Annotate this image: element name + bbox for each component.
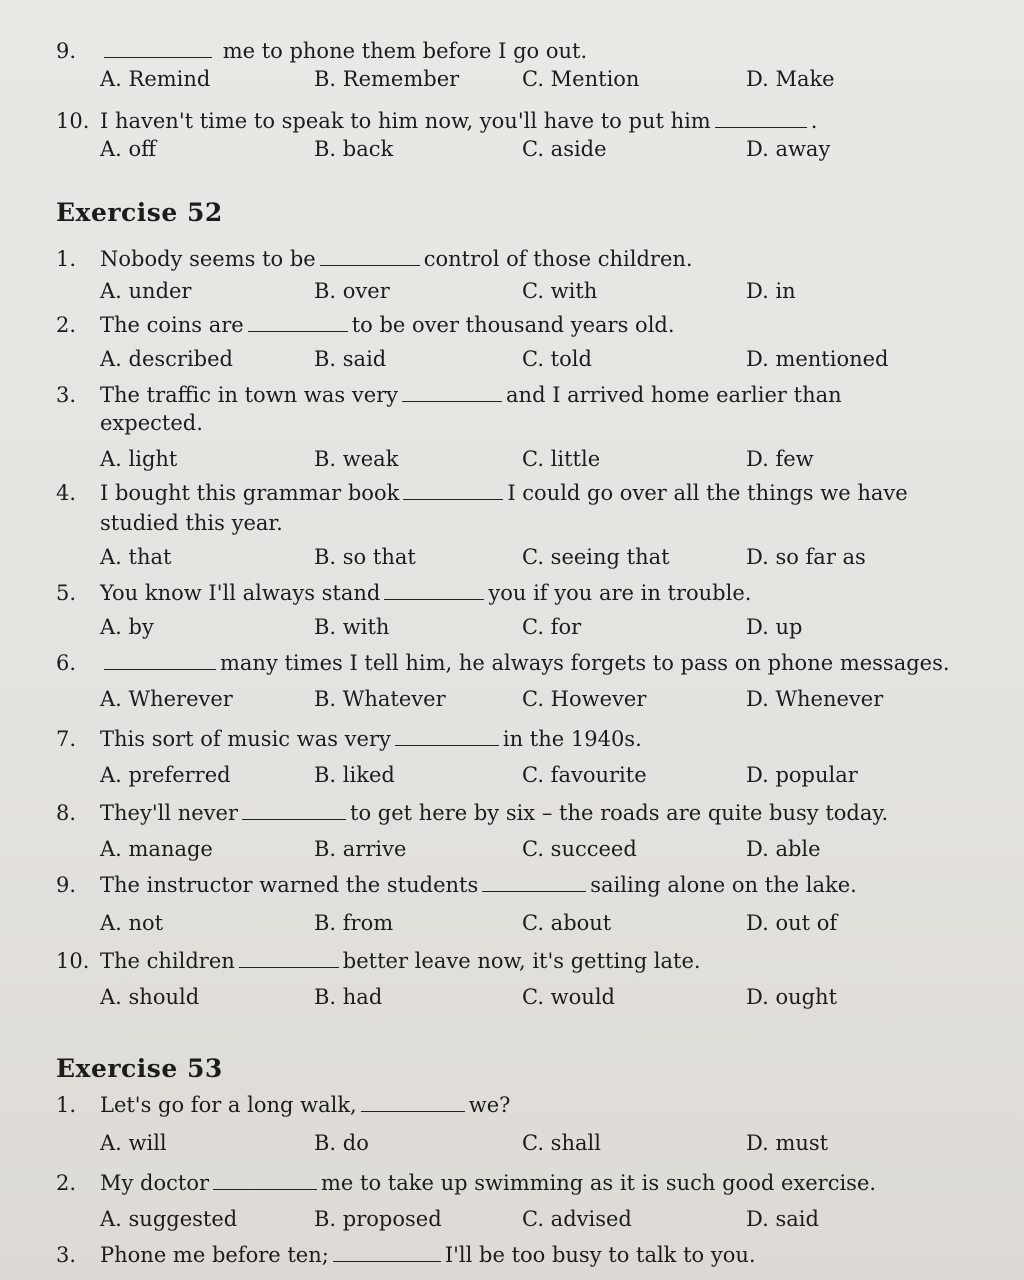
- question-text-after: I could go over all the things we have: [507, 481, 908, 505]
- answer-options: [100, 684, 960, 714]
- question-number: 2.: [56, 1171, 77, 1195]
- option-c: C. with: [522, 279, 598, 303]
- option-b: B. Whatever: [314, 687, 446, 711]
- option-b: B. weak: [314, 447, 399, 471]
- question-text-after: in the 1940s.: [502, 727, 642, 751]
- question-item: [56, 106, 966, 136]
- option-d: D. so far as: [746, 545, 866, 569]
- option-a: A. suggested: [100, 1207, 238, 1231]
- option-d: D. mentioned: [746, 347, 889, 371]
- answer-blank: [361, 1091, 465, 1112]
- answer-options: [100, 908, 960, 938]
- answer-options: [100, 982, 960, 1012]
- question-text-before: Phone me before ten;: [100, 1243, 329, 1267]
- question-item: [56, 870, 966, 900]
- answer-options: [100, 1204, 960, 1234]
- question-item: [56, 36, 966, 66]
- question-number: 8.: [56, 801, 77, 825]
- answer-blank: [320, 245, 420, 266]
- answer-options: [100, 134, 960, 164]
- answer-blank: [104, 649, 216, 670]
- question-number: 5.: [56, 581, 77, 605]
- option-d: D. away: [746, 137, 831, 161]
- question-text-before: This sort of music was very: [100, 727, 391, 751]
- option-b: B. arrive: [314, 837, 407, 861]
- option-c: C. told: [522, 347, 592, 371]
- question-text-before: Let's go for a long walk,: [100, 1093, 357, 1117]
- option-c: C. little: [522, 447, 601, 471]
- exercise-title: Exercise 53: [56, 1054, 223, 1083]
- question-text-before: I bought this grammar book: [100, 481, 400, 505]
- option-b: B. liked: [314, 763, 395, 787]
- option-b: B. Remember: [314, 67, 460, 91]
- question-text-after: .: [810, 109, 818, 133]
- question-item: [56, 1168, 966, 1198]
- question-text-before: The coins are: [100, 313, 244, 337]
- question-text-before: The children: [100, 949, 235, 973]
- question-text-after: sailing alone on the lake.: [590, 873, 857, 897]
- question-item: [56, 946, 966, 976]
- question-text-before: The traffic in town was very: [100, 383, 399, 407]
- option-d: D. out of: [746, 911, 838, 935]
- question-text-continued: studied this year.: [100, 511, 283, 535]
- answer-blank: [213, 1169, 317, 1190]
- question-item: [56, 310, 966, 340]
- question-text-after: we?: [468, 1093, 511, 1117]
- option-d: D. few: [746, 447, 814, 471]
- question-number: 10.: [56, 949, 90, 973]
- question-text-before: Nobody seems to be: [100, 247, 316, 271]
- question-number: 3.: [56, 1243, 77, 1267]
- option-a: A. should: [100, 985, 200, 1009]
- question-text-after: control of those children.: [423, 247, 693, 271]
- option-d: D. popular: [746, 763, 858, 787]
- question-item: [56, 1090, 966, 1120]
- question-number: 9.: [56, 873, 77, 897]
- question-text-after: I'll be too busy to talk to you.: [444, 1243, 756, 1267]
- option-c: C. favourite: [522, 763, 647, 787]
- answer-options: [100, 542, 960, 572]
- question-text-continued: expected.: [100, 411, 203, 435]
- question-number: 3.: [56, 383, 77, 407]
- option-b: B. proposed: [314, 1207, 442, 1231]
- option-d: D. Whenever: [746, 687, 884, 711]
- option-c: C. about: [522, 911, 612, 935]
- question-item: [56, 578, 966, 608]
- question-text-after: to be over thousand years old.: [351, 313, 675, 337]
- question-item: [56, 478, 966, 535]
- option-c: C. advised: [522, 1207, 632, 1231]
- question-number: 1.: [56, 247, 77, 271]
- answer-options: [100, 760, 960, 790]
- question-text-before: They'll never: [100, 801, 238, 825]
- option-c: C. seeing that: [522, 545, 670, 569]
- answer-blank: [384, 579, 484, 600]
- question-number: 2.: [56, 313, 77, 337]
- question-text-before: My doctor: [100, 1171, 210, 1195]
- question-text-before: I haven't time to speak to him now, you'll have to put him: [100, 109, 711, 133]
- answer-blank: [402, 381, 502, 402]
- option-d: D. in: [746, 279, 796, 303]
- option-b: B. with: [314, 615, 390, 639]
- answer-blank: [242, 799, 346, 820]
- question-text-after: me to take up swimming as it is such good exercise.: [321, 1171, 877, 1195]
- answer-options: [100, 834, 960, 864]
- option-d: D. ought: [746, 985, 838, 1009]
- question-number: 10.: [56, 109, 90, 133]
- answer-options: [100, 276, 960, 306]
- option-a: A. manage: [100, 837, 213, 861]
- option-a: A. will: [100, 1131, 167, 1155]
- option-d: D. said: [746, 1207, 819, 1231]
- option-d: D. must: [746, 1131, 829, 1155]
- option-a: A. under: [100, 279, 192, 303]
- option-b: B. from: [314, 911, 394, 935]
- option-b: B. said: [314, 347, 387, 371]
- option-b: B. so that: [314, 545, 416, 569]
- answer-blank: [104, 37, 212, 58]
- question-item: [56, 244, 966, 274]
- question-text-after: many times I tell him, he always forgets to pass on phone messages.: [220, 651, 950, 675]
- question-text-after: to get here by six – the roads are quite busy today.: [350, 801, 889, 825]
- option-b: B. do: [314, 1131, 369, 1155]
- question-text-before: The instructor warned the students: [100, 873, 479, 897]
- option-c: C. for: [522, 615, 582, 639]
- option-c: C. aside: [522, 137, 607, 161]
- question-item: [56, 724, 966, 754]
- option-a: A. by: [100, 615, 154, 639]
- option-d: D. able: [746, 837, 821, 861]
- option-c: C. Mention: [522, 67, 640, 91]
- option-a: A. Remind: [100, 67, 211, 91]
- question-item: [56, 380, 966, 435]
- exercise-title: Exercise 52: [56, 198, 223, 227]
- option-b: B. back: [314, 137, 394, 161]
- option-a: A. not: [100, 911, 164, 935]
- option-c: C. succeed: [522, 837, 637, 861]
- answer-options: [100, 1128, 960, 1158]
- option-c: C. shall: [522, 1131, 601, 1155]
- option-b: B. had: [314, 985, 383, 1009]
- option-d: D. Make: [746, 67, 835, 91]
- question-number: 6.: [56, 651, 77, 675]
- answer-blank: [403, 479, 503, 500]
- option-c: C. However: [522, 687, 647, 711]
- option-a: A. described: [100, 347, 233, 371]
- answer-options: [100, 344, 960, 374]
- question-number: 9.: [56, 39, 77, 63]
- question-number: 7.: [56, 727, 77, 751]
- option-a: A. preferred: [100, 763, 231, 787]
- question-text-after: me to phone them before I go out.: [222, 39, 588, 63]
- question-item: [56, 648, 966, 678]
- question-text-before: You know I'll always stand: [100, 581, 381, 605]
- question-number: 4.: [56, 481, 77, 505]
- question-text-after: and I arrived home earlier than: [506, 383, 842, 407]
- question-item: [56, 1240, 966, 1270]
- question-item: [56, 798, 966, 828]
- option-a: A. Wherever: [100, 687, 233, 711]
- answer-options: [100, 444, 960, 474]
- answer-blank: [395, 725, 499, 746]
- answer-blank: [715, 107, 807, 128]
- answer-blank: [248, 311, 348, 332]
- answer-options: [100, 612, 960, 642]
- question-number: 1.: [56, 1093, 77, 1117]
- answer-blank: [482, 871, 586, 892]
- option-b: B. over: [314, 279, 390, 303]
- option-a: A. that: [100, 545, 172, 569]
- answer-blank: [333, 1241, 441, 1262]
- question-text-after: you if you are in trouble.: [488, 581, 752, 605]
- option-d: D. up: [746, 615, 803, 639]
- option-c: C. would: [522, 985, 615, 1009]
- answer-options: [100, 64, 960, 94]
- option-a: A. off: [100, 137, 157, 161]
- answer-blank: [239, 947, 339, 968]
- option-a: A. light: [100, 447, 178, 471]
- question-text-after: better leave now, it's getting late.: [342, 949, 701, 973]
